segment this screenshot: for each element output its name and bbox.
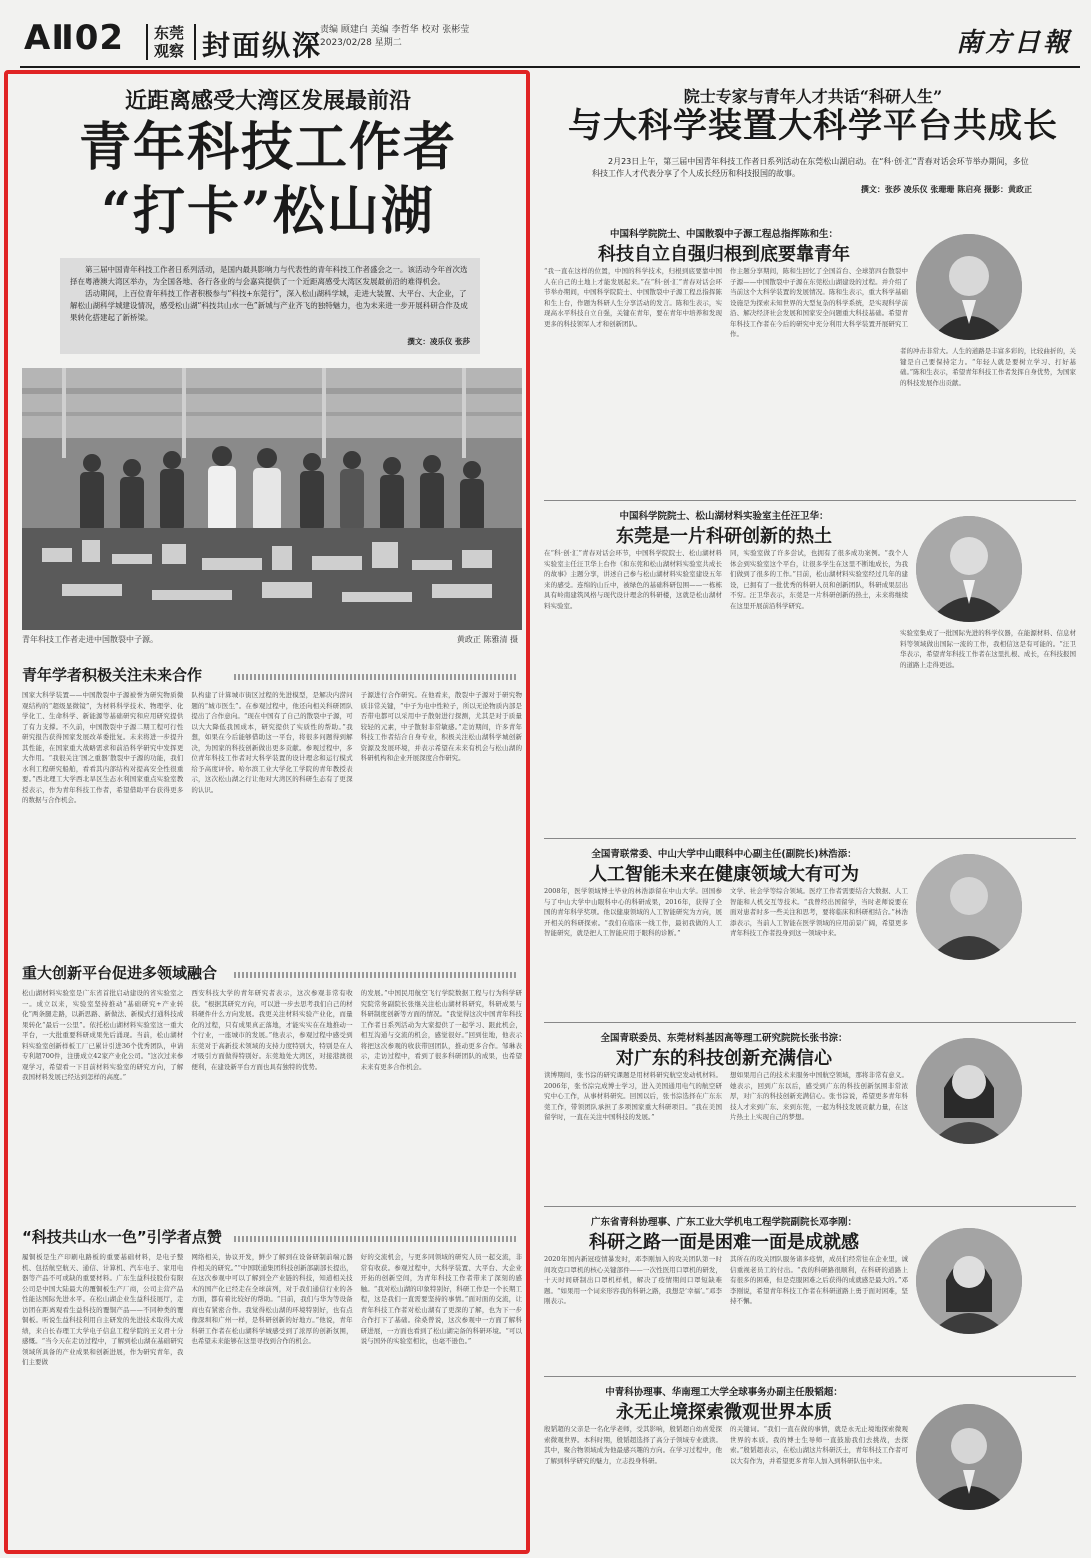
portrait-photo <box>916 1228 1022 1334</box>
section-body <box>22 690 522 944</box>
photo-illustration <box>22 368 522 630</box>
header-divider <box>194 24 196 60</box>
body-column: 其所在的攻关团队服务诸多疫情，成员们经常往在企业里，诚信重视老员工的付出。“我的科研路很顺利，在科研的道路上有很多的困难，但是克服困难之后获得的成就感是最大的。”邓李刚说，希望青年科技工作者在科研道路上勇于面对困难，坚持不懈。 <box>730 1255 908 1305</box>
body-column: 在“科·创·汇”青春对话会环节，中国科学院院士、松山湖材料实验室主任汪卫华上台作《和东莞和松山湖材料实验室共成长的故事》主题分享，讲述自己参与松山湖材料实验室建设五年来的感受。连绵的山丘中，被绿色的基础科研包围——一栋栋具有岭南建筑风格与现代设计理念的科研楼，这就是松山湖材料实验室。 <box>544 549 722 610</box>
profile-divider <box>544 1206 1076 1207</box>
page-number: AⅡ02 <box>24 18 125 58</box>
body-column: 殷韬超的父亲是一名化学老师，受其影响，殷韬超自幼喜爱探索微观世界。本科时期，殷韬超选择了高分子领域专业就读。其中，聚合物领域成为他最感兴趣的方向。在学习过程中，他了解到科学研究的魅力，立志投身科研。 <box>544 1425 722 1465</box>
section-small-label: 东莞观察 <box>154 24 185 60</box>
profile-body <box>544 1254 908 1372</box>
section-heading: 重大创新平台促进多领域融合 <box>22 962 522 984</box>
header-divider <box>146 24 148 60</box>
portrait-illustration <box>916 854 1022 960</box>
profile-body <box>544 266 908 492</box>
portrait-photo <box>916 854 1022 960</box>
profile-divider <box>544 500 1076 501</box>
profile-extra-column: 者的冲击非常大。人生的道路是丰富多彩的，比较曲折的，关键是自己要保持定力。“年轻人就是要树立学习、打好基础。”陈和生表示，希望青年科技工作者发挥自身优势，为国家的科技发展作出贡献。 <box>900 347 1076 387</box>
body-column: “我一直在这样的位置，中国的科学技术，归根到底要靠中国人在自己的土地上才能发展起来。”在“科·创·汇”青春对话会环节举办期间，中国科学院院士、中国散裂中子源工程总指挥陈和生上台，作题为科研人生分享活动的发言。陈和生表示，实现高水平科技自立自强，关键在青年，要在青年中培养和发现更多的科技领军人才和创新团队。 <box>544 267 722 328</box>
page-header <box>20 10 1080 68</box>
portrait-illustration <box>916 234 1022 340</box>
editor-credits <box>320 24 469 50</box>
headline-line-2: “打卡”松山湖 <box>101 181 435 242</box>
right-intro-byline: 撰文：张莎 凌乐仪 张珊珊 陈启亮 摄影：黄政正 <box>860 185 1032 194</box>
photo-caption <box>22 634 522 645</box>
portrait-photo <box>916 234 1022 340</box>
section-body <box>22 1252 522 1542</box>
profile-title: 科技自立自强归根到底要靠青年 <box>598 244 850 265</box>
profile-title: 科研之路一面是困难一面是成就感 <box>589 1232 859 1253</box>
portrait-illustration <box>916 1228 1022 1334</box>
body-column: 松山湖材料实验室是广东省首批启动建设的省实验室之一。成立以来，实验室坚持推动“基础研究+产业转化”两条腿走路，以新思路、新做法、新模式打通科技成果转化“最后一公里”。依托松山湖材料实验室这一重大平台，一大批重要科研成果先后涌现。当前，松山湖材料实验室创新样板工厂已累计引进36个优秀团队，申请专利超700件，注册成立42家产业化公司。“这次过来参观学习，希望看一下目前材料实验室的研究方向，了解我国材料发展已经达到怎样的高度。” <box>22 989 184 1081</box>
profile-block <box>544 846 1082 1018</box>
newspaper-logo: 南方日報 <box>955 28 1072 58</box>
article-headline <box>18 116 518 244</box>
section-heading: 青年学者积极关注未来合作 <box>22 664 522 686</box>
profile-extra-column: 实验室集成了一批国际先进的科学仪器，在能源材料、信息材料等领域做出国际一流的工作，我相信这是有可能的。“汪卫华表示，希望青年科技工作者在这里扎根、成长，在科技报国的道路上走得更远。 <box>900 629 1076 669</box>
body-column: 作主题分享期间，陈和生回忆了全国首台、全球第四台散裂中子源——中国散裂中子源在东莞松山湖建设的过程。并介绍了当前这个大科学装置的发展情况。陈和生表示，重大科学基础设施是为探索未知世界的大型复杂的科学系统，是实现科学前沿、解决经济社会发展和国家安全问题重大科技基础。希望青年科技工作者在今后的研究中充分利用大科学装置开展研究工作。 <box>730 267 908 338</box>
section-name: 封面纵深 <box>202 29 323 62</box>
intro-paragraph: 第三届中国青年科技工作者日系列活动，是国内最具影响力与代表性的青年科技工作者盛会之一。该活动今年首次选择在粤港澳大湾区举办，为全国各地、各行各业的与会嘉宾提供了一个近距离感受大湾区发展最前沿的难得机会。 <box>70 265 468 286</box>
profile-block <box>544 1214 1082 1374</box>
profile-block <box>544 1384 1082 1550</box>
body-column: 好的交流机会，与更多同领域的研究人员一起交流，非常有收获。参观过程中，大科学装置、大平台、大企业开拓的创新空间，为青年科技工作者带来了深刻的感触。“我对松山湖的印象特别好，科研工作是一个长期工程，这是我们一直需要坚持的事情。”面对面的交流，让青年科技工作者对松山湖有了更深的了解，也为下一步合作打下了基础。徐桑曾说，这次参观中一方面了解科研进展，一方面也看到了松山湖完备的科研环境。“可以说与国外的实验室相比，也毫不逊色。” <box>360 1253 522 1345</box>
body-column: 国家大科学装置——中国散裂中子源被誉为研究物质微观结构的“超级显微镜”，为材料科学技术、物理学、化学化工、生命科学、新能源等基础研究和应用研究提供了有力支撑。不久前，中国散裂中子源二期工程可行性研究报告获得国家发展改革委批复。未来将进一步提升其性能，在国家重大战略需求和前沿科学研究中发挥更大作用。“我很关注‘国之重器’散裂中子源的功能，我们水利工程研究船舶，看看其内部结构对提高安全性很重要。”西北理工大学西北旱区生态水利国家重点实验室教授表示，作为青年科技工作者，希望借助平台获得更多的数据与合作机会。 <box>22 691 184 804</box>
article-kicker: 近距离感受大湾区发展最前沿 <box>124 88 411 114</box>
right-intro-text: 2月23日上午，第三届中国青年科技工作者日系列活动在东莞松山湖启动。在“科·创·汇”青春对话会环节举办期间，多位科技工作人才代表分享了个人成长经历和科技报国的故事。 <box>592 157 1029 178</box>
intro-paragraph: 活动期间，上百位青年科技工作者积极参与“科技+东莞行”，深入松山湖科学城，走进大装置、大平台、大企业，了解松山湖科学城建设情况，感受松山湖“科技共山水一色”新城与产业齐飞的独特魅力，也为未来进一步开展科研合作及成果转化搭建起了新桥梁。 <box>70 289 468 322</box>
section-heading: “科技共山水一色”引学者点赞 <box>22 1226 522 1248</box>
profile-kicker: 全国青联常委、中山大学中山眼科中心副主任(副院长)林浩添： <box>591 849 857 860</box>
profile-kicker: 中国科学院院士、松山湖材料实验室主任汪卫华： <box>619 511 829 522</box>
article-photo <box>22 368 522 630</box>
credits-line: 责编 顾建白 美编 李哲华 校对 张彬莹 <box>320 25 470 35</box>
body-column: 网络相关，协议开发，鲜少了解到在设备研制前端元器件相关的研究。”“中国联通集团科技创新部副部长提出，在这次参观中可以了解到全产业链的科技，知道相关技术的国产化已经走在全球前列，对于我们通信行业的各方面，都有着比较好的帮助。“目前，我们与华为等设备商也有紧密合作。我觉得松山湖的环境特别好，也有点像深圳和广州一样，是科研创新的好地方。”他说，青年科研工作者在松山湖科学城感受到了浓厚的创新氛围，也希望未来能够在这里寻找到合作的机会。 <box>191 1253 353 1345</box>
portrait-illustration <box>916 1404 1022 1510</box>
profile-kicker: 广东省青科协理事、广东工业大学机电工程学院副院长邓李刚： <box>590 1217 857 1228</box>
profile-body <box>544 1424 908 1548</box>
portrait-illustration <box>916 516 1022 622</box>
profile-body <box>544 886 908 1016</box>
right-article-kicker: 院士专家与青年人才共话“科研人生” <box>683 87 943 106</box>
right-article-intro <box>592 156 1032 196</box>
body-column: 2008年，医学领域博士毕业的林浩添留在中山大学。回国参与了中山大学中山眼科中心的科研成果，2016年，获得了全国的青年科学奖项。他以健康领域的人工智能研究为方向，展开相关的科研探索。“我们在临床一线工作，最初我做的人工智能研究，就是把人工智能应用于眼科的诊断。” <box>544 887 722 937</box>
profile-block <box>544 508 1082 834</box>
profile-title: 人工智能未来在健康领域大有可为 <box>589 864 859 885</box>
right-article-headline: 与大科学装置大科学平台共成长 <box>568 106 1058 146</box>
section-body <box>22 988 522 1214</box>
body-column: 文学、社会学等综合领域。医疗工作者需要结合大数据、人工智能和人机交互等技术。“我曾经出国留学，当时老师说要在面对患者时多一些关注和思考，要将临床和科研相结合。”林浩添表示，当前人工智能在医学领域的应用前景广阔，希望更多青年科技工作者投身到这一领域中来。 <box>730 887 908 937</box>
headline-line-1: 青年科技工作者 <box>78 117 457 178</box>
portrait-illustration <box>916 1038 1022 1144</box>
portrait-photo <box>916 1404 1022 1510</box>
body-column: 履铜板是生产印刷电路板的重要基础材料，是电子整机、包括航空航天、通信、计算机、汽车电子、家用电器等产品不可或缺的重要材料。广东生益科技股份有限公司是中国大陆最大的覆铜板生产厂商，公司主营产品性能达国际先进水平。在松山湖企业生益科技展厅，走访团在距离观看生益科技的覆铜产品——不同种类的覆铜板。听说生益科技利用自主研发的先进技术取得大成绩，来自长春理工大学电子信息工程学院的王义君十分感慨。“当今天在走访过程中，了解到松山湖在基础研究领域所具备的产业成果和创新进展，作为研究青年，我们主要做 <box>22 1253 184 1366</box>
profile-body <box>544 548 908 832</box>
article-intro-box <box>60 258 480 354</box>
body-column: 2020年国内新冠疫情暴发时，邓李刚加入的攻关团队第一时间攻克口罩机的核心关键部件——一次性医用口罩机的研发，十天时间研制出口罩机样机，解决了疫情期间口罩短缺难题。“如果用一个词来形容我的科研之路，我想是‘幸福’。”邓李刚表示。 <box>544 1255 722 1305</box>
profile-title: 对广东的科技创新充满信心 <box>616 1048 832 1069</box>
portrait-photo <box>916 516 1022 622</box>
profile-divider <box>544 838 1076 839</box>
date-line: 2023/02/28 星期二 <box>320 38 402 48</box>
body-column: 想如果用自己的技术来服务中国航空领域，那将非常有意义。她表示，回到广东以后，感受到广东的科技创新氛围非常浓厚，对广东的科技创新充满信心。张书淙说，希望更多青年科技人才来到广东、来到东莞，一起为科技发展贡献力量，在这片热土上实现自己的梦想。 <box>730 1071 908 1121</box>
profile-block <box>544 226 1082 496</box>
profile-kicker: 中国科学院院士、中国散裂中子源工程总指挥陈和生： <box>609 229 838 240</box>
profile-body <box>544 1070 908 1200</box>
body-column: 队构建了计算城市街区过程的先进模型，是解决内涝问题的“城市医生”。在参观过程中，他还向相关科研团队提出了合作意向。“现在中国有了自己的散裂中子源，可以大大降低我国成本，研究提供了实质性的帮助。”我想，如果在今后能够借助这一平台，将很多问题得到解决，为国家的科技创新做出更多贡献。参观过程中，多位青年科技工作者对大科学装置的设计理念和运行模式给予高度评价。哈尔滨工业大学化工学院的青年教授表示，这次松山湖之行让他对大湾区的科研生态有了更深的认识。 <box>191 691 353 794</box>
profile-kicker: 全国青联委员、东莞材料基因高等理工研究院院长张书淙： <box>600 1033 848 1044</box>
profile-kicker: 中青科协理事、华南理工大学全球事务办副主任殷韬超： <box>605 1387 843 1398</box>
body-column: 的关键词。“我们一直在做的事情，就是永无止境地探索微观世界的本质。我的博士生导师一直鼓励我们去挑战，去探索。”殷韬超表示，在松山湖这片科研沃土，青年科技工作者可以大有作为，并希望更多青年人加入到科研队伍中来。 <box>730 1425 908 1465</box>
body-column: 子源进行合作研究。在他看来，散裂中子源对于研究物质非常关键，“中子为电中性粒子，所以无论物质内部是否带电都可以采用中子散射进行探测，尤其是对于质量较轻的元素，中子散射非常敏感。”走访期间，许多青年科技工作者结合自身专业，积极关注松山湖科学城创新资源及发展环境，并表示希望在未来有机会与松山湖的科研机构和企业开展深度合作研究。 <box>360 691 522 762</box>
body-column: 同，实验室做了许多尝试，也拥有了很多成功案例。“我个人体会到实验室这个平台，让很多学生在这里不断地成长，为我们做到了很多的工作。”目前，松山湖材料实验室经过几年的建设，已拥有了一批优秀的科研人员和创新团队，科研成果层出不穷。汪卫华表示，东莞是一片科研创新的热土，未来将继续在这里开展前沿科学研究。 <box>730 549 908 610</box>
photo-caption-text: 青年科技工作者走进中国散裂中子源。 <box>22 635 158 644</box>
profile-title: 永无止境探索微观世界本质 <box>616 1402 832 1423</box>
portrait-photo <box>916 1038 1022 1144</box>
body-column: 读博期间，张书淙的研究课题是用材料研究航空发动机材料。2006年，张书淙完成博士学习，进入美国通用电气的航空研究中心工作，从事材料研究。回国以后，张书淙选择在广东东莞工作，带领团队承担了多项国家重大科研项目。“我在美国留学时，一直在关注中国科技的发展。” <box>544 1071 722 1121</box>
photo-credit: 黄政正 陈雅清 摄 <box>456 635 518 644</box>
profile-block <box>544 1030 1082 1202</box>
profile-divider <box>544 1376 1076 1377</box>
profile-divider <box>544 1022 1076 1023</box>
body-column: 西安科技大学的青年研究者表示，这次参观非常有收获。“根据其研究方向，可以进一步去思考我们自己的材料硬件什么方向发展。我更关注材料实验产业化，而量化的过程，只有成果真正落地，才能实实在在地推动一个行业，一座城市的发展。”他表示，参观过程中感受到东莞对于高新技术领域的支持力度特别大，特别是在人才吸引方面做得特别好。东莞地处大湾区，对接港澳很便利，在建设新平台方面也具有独特的优势。 <box>191 989 353 1071</box>
profile-title: 东莞是一片科研创新的热土 <box>616 526 832 547</box>
intro-byline: 撰文：凌乐仪 张莎 <box>407 337 470 346</box>
body-column: 的发展。”中国民用航空飞行学院数据工程与行为科学研究院常务副院长张继关注松山湖材料研究，科研成果与科研制度创新等方面的情况。“我觉得这次中国青年科技工作者日系列活动为大家提供了一起学习、跟此机会，相互沟通与交流的机会，感觉很好。”回到住地，他表示将把这次参观的收获带回团队，推动更多合作。邹琳表示，走访过程中，看到了很多科研团队的成果，也希望未来有更多合作机会。 <box>360 989 522 1071</box>
